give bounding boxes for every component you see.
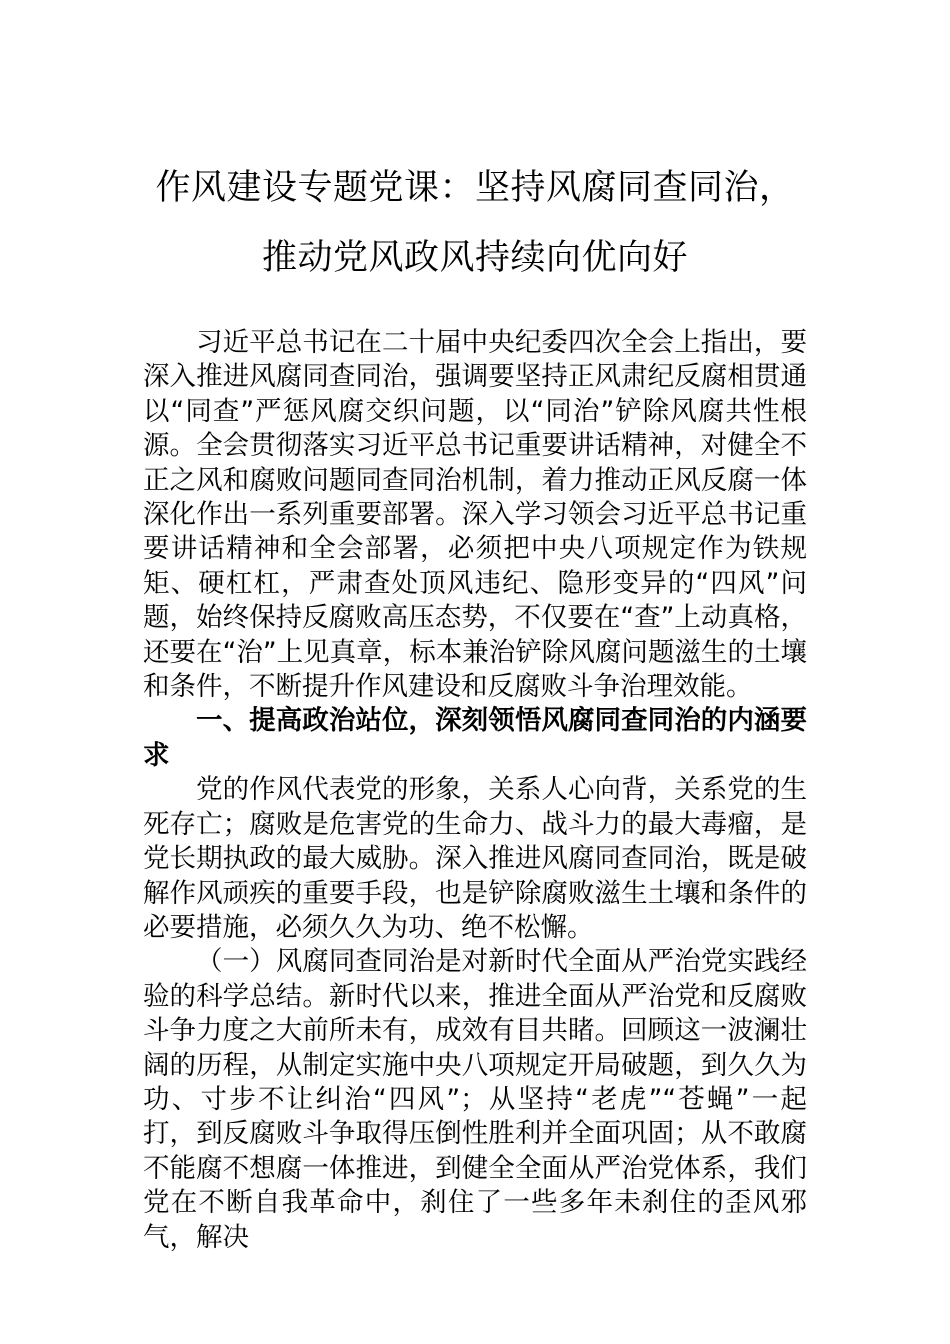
document-title-line-1: 作风建设专题党课：坚持风腐同查同治， — [155, 168, 795, 208]
body-paragraph: 党的作风代表党的形象，关系人心向背，关系党的生死存亡；腐败是危害党的生命力、战斗力的最大毒瘤，是党长期执政的最大威胁。深入推进风腐同查同治，既是破解作风顽疾的重要手段，也是铲除腐败滋生土壤和条件的必要措施，必须久久为功、绝不松懈。 — [143, 774, 807, 943]
body-paragraph: 习近平总书记在二十届中央纪委四次全会上指出，要深入推进风腐同查同治，强调要坚持正风肃纪反腐相贯通以“同查”严惩风腐交织问题，以“同治”铲除风腐共性根源。全会贯彻落实习近平总书记重要讲话精神，对健全不正之风和腐败问题同查同治机制，着力推动正风反腐一体深化作出一系列重要部署。深入学习领会习近平总书记重要讲话精神和全会部署，必须把中央八项规定作为铁规矩、硬杠杠，严肃查处顶风违纪、隐形变异的“四风”问题，始终保持反腐败高压态势，不仅要在“查”上动真格，还要在“治”上见真章，标本兼治铲除风腐问题滋生的土壤和条件，不断提升作风建设和反腐败斗争治理效能。 — [143, 327, 807, 703]
document-body — [143, 326, 807, 1255]
section-heading: 一、提高政治站位，深刻领悟风腐同查同治的内涵要求 — [143, 705, 807, 771]
body-paragraph: （一）风腐同查同治是对新时代全面从严治党实践经验的科学总结。新时代以来，推进全面从严治党和反腐败斗争力度之大前所未有，成效有目共睹。回顾这一波澜壮阔的历程，从制定实施中央八项规定开局破题，到久久为功、寸步不让纠治“四风”；从坚持“老虎”“苍蝇”一起打，到反腐败斗争取得压倒性胜利并全面巩固；从不敢腐不能腐不想腐一体推进，到健全全面从严治党体系，我们党在不断自我革命中，刹住了一些多年未刹住的歪风邪气，解决 — [143, 946, 807, 1253]
document-title-line-2: 推动党风政风持续向优向好 — [261, 238, 688, 278]
